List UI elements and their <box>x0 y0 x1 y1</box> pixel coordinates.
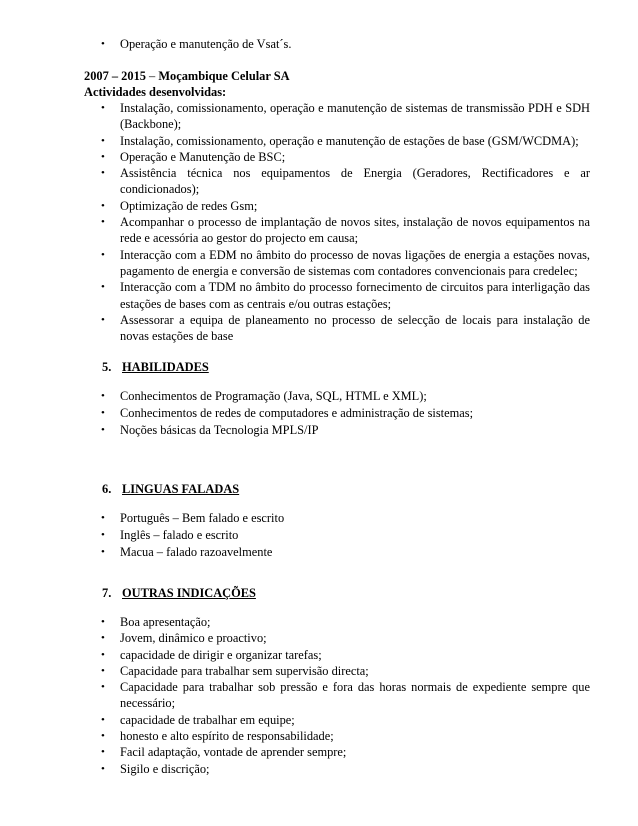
bullet-icon: • <box>101 406 105 419</box>
bullet-icon: • <box>101 281 105 294</box>
list-item <box>0 214 638 247</box>
list-item-text: capacidade de trabalhar em equipe; <box>120 712 295 727</box>
list-item-text: Assessorar a equipa de planeamento no processo de selecção de locais para instalação de novas estações de base <box>120 312 590 344</box>
section-title: HABILIDADES <box>122 360 209 374</box>
list-item <box>0 405 638 421</box>
section-number: 6. <box>102 482 112 496</box>
list-item-text: Capacidade para trabalhar sem supervisão directa; <box>120 663 369 678</box>
bullet-icon: • <box>101 528 105 541</box>
section-number: 5. <box>102 360 112 374</box>
list-item <box>0 712 638 728</box>
bullet-icon: • <box>101 216 105 229</box>
list-item <box>0 728 638 744</box>
bullet-icon: • <box>101 545 105 558</box>
bullet-icon: • <box>101 762 105 775</box>
list-item <box>0 679 638 712</box>
list-item <box>0 663 638 679</box>
list-item-text: Noções básicas da Tecnologia MPLS/IP <box>120 422 319 437</box>
bullet-icon: • <box>101 38 105 50</box>
bullet-icon: • <box>101 102 105 114</box>
list-item-text: Macua – falado razoavelmente <box>120 544 273 559</box>
bullet-icon: • <box>101 423 105 436</box>
job-activities-list <box>0 100 638 344</box>
list-item-text: Operação e Manutenção de BSC; <box>120 149 286 164</box>
list-item <box>0 36 638 52</box>
list-item <box>0 100 638 133</box>
job-header <box>84 68 594 84</box>
list-item-text: Instalação, comissionamento, operação e manutenção de sistemas de transmissão PDH e SDH (Backbone); <box>120 101 590 132</box>
list-item-text: Optimização de redes Gsm; <box>120 198 258 213</box>
previous-job-list <box>0 36 638 52</box>
list-item <box>0 647 638 663</box>
list-item-text: capacidade de dirigir e organizar tarefas; <box>120 647 322 662</box>
section-title: LINGUAS FALADAS <box>122 482 240 496</box>
section-heading-other <box>102 585 256 601</box>
list-item <box>0 422 638 438</box>
list-item <box>0 247 638 280</box>
list-item <box>0 279 638 312</box>
job-dash: – <box>145 69 159 83</box>
list-item-text: Inglês – falado e escrito <box>120 527 239 542</box>
list-item <box>0 198 638 214</box>
bullet-icon: • <box>101 664 105 677</box>
list-item-text: Conhecimentos de Programação (Java, SQL, HTML e XML); <box>120 389 427 403</box>
list-item-text: honesto e alto espírito de responsabilidade; <box>120 729 334 744</box>
bullet-icon: • <box>101 681 105 694</box>
list-item-text: Instalação, comissionamento, operação e manutenção de estações de base (GSM/WCDMA); <box>120 133 579 148</box>
other-list <box>0 614 638 777</box>
list-item <box>0 133 638 149</box>
bullet-icon: • <box>101 134 105 147</box>
list-item-text: Boa apresentação; <box>120 615 211 629</box>
bullet-icon: • <box>101 150 105 163</box>
section-number: 7. <box>102 586 112 600</box>
bullet-icon: • <box>101 746 105 759</box>
list-item <box>0 527 638 543</box>
list-item-text: Assistência técnica nos equipamentos de Energia (Geradores, Rectificadores e ar condicionados); <box>120 166 590 197</box>
list-item-text: Jovem, dinâmico e proactivo; <box>120 631 267 646</box>
languages-list <box>0 510 638 561</box>
bullet-icon: • <box>101 248 105 261</box>
bullet-icon: • <box>101 632 105 645</box>
list-item-text: Interacção com a TDM no âmbito do processo fornecimento de circuitos para interligação das estações de bases com as centrais e/ou outras estações; <box>120 280 590 311</box>
bullet-icon: • <box>101 713 105 726</box>
list-item-text: Conhecimentos de redes de computadores e administração de sistemas; <box>120 405 474 420</box>
list-item-text: Facil adaptação, vontade de aprender sempre; <box>120 745 347 760</box>
bullet-icon: • <box>101 199 105 212</box>
list-item-text: Capacidade para trabalhar sob pressão e fora das horas normais de expediente sempre que necessário; <box>120 680 590 711</box>
section-title: OUTRAS INDICAÇÕES <box>122 586 256 600</box>
list-item <box>0 761 638 777</box>
list-item-text: Operação e manutenção de Vsat´s. <box>120 37 292 51</box>
bullet-icon: • <box>101 648 105 661</box>
section-heading-skills <box>102 359 209 375</box>
job-company: Moçambique Celular SA <box>158 69 290 83</box>
bullet-icon: • <box>101 730 105 743</box>
list-item <box>0 312 638 345</box>
list-item <box>0 614 638 630</box>
bullet-icon: • <box>101 616 105 628</box>
bullet-icon: • <box>101 390 105 402</box>
job-period: 2007 – 2015 <box>84 69 146 83</box>
bullet-icon: • <box>101 167 105 180</box>
list-item <box>0 388 638 404</box>
list-item <box>0 744 638 760</box>
list-item-text: Português – Bem falado e escrito <box>120 511 285 525</box>
list-item <box>0 165 638 198</box>
list-item <box>0 510 638 526</box>
section-heading-languages <box>102 481 239 497</box>
skills-list <box>0 388 638 439</box>
bullet-icon: • <box>101 512 105 524</box>
list-item-text: Interacção com a EDM no âmbito do processo de novas ligações de energia a estações novas, pagamento de energia e conversão de sistemas com contadores convencionais para credelec; <box>120 247 590 278</box>
list-item-text: Sigilo e discrição; <box>120 761 210 776</box>
list-item <box>0 149 638 165</box>
list-item-text: Acompanhar o processo de implantação de novos sites, instalação de novos equipamentos na rede e acessória ao gestor do projecto em causa; <box>120 215 590 246</box>
bullet-icon: • <box>101 313 105 326</box>
list-item <box>0 630 638 646</box>
activities-label: Actividades desenvolvidas: <box>84 85 227 99</box>
list-item <box>0 544 638 560</box>
